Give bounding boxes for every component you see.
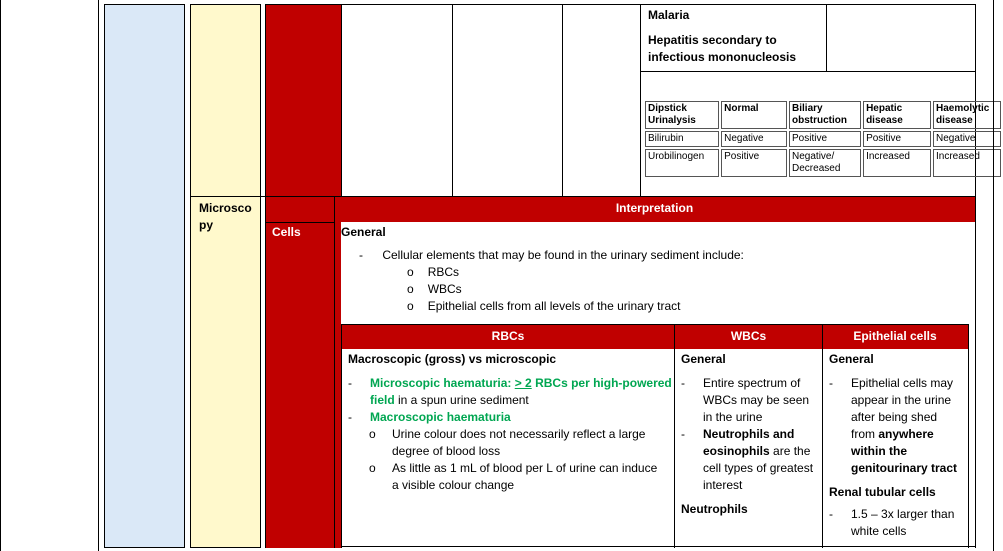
section-label-line1: Microsco [199, 201, 252, 215]
epi-bullet-1 [829, 375, 969, 477]
urinalysis-table [643, 99, 1003, 179]
rbc-title: Macroscopic (gross) vs microscopic [348, 352, 557, 366]
table-cell: Increased [933, 149, 1001, 177]
rbc-micro-field: field [370, 393, 395, 407]
dash-bullet: - [829, 507, 833, 521]
epi-subtitle: Renal tubular cells [829, 485, 936, 499]
rbc-bullet-1 [348, 375, 672, 409]
table-outer-left [265, 4, 266, 548]
interpretation-header-bottom [266, 222, 334, 223]
epi-line: genitourinary tract [851, 461, 958, 475]
disease-hepatitis-line1: Hepatitis secondary to [648, 33, 777, 47]
urinalysis-header: Hepatic disease [863, 101, 931, 129]
disease-malaria: Malaria [648, 8, 690, 22]
circle-bullet: o [369, 461, 376, 475]
wbc-bullet-1 [681, 375, 821, 426]
page-bottom-line [341, 546, 975, 547]
list-item: o Epithelial cells from all levels of the urinary tract [407, 299, 681, 313]
general-intro: Cellular elements that may be found in the urinary sediment include: [382, 248, 744, 262]
epi-line: anywhere [878, 427, 934, 441]
rbc-sub-1 [348, 426, 672, 460]
circle-bullet: o [369, 427, 376, 441]
rbc-bullet-2 [348, 409, 672, 426]
interpretation-header [334, 197, 975, 222]
table-cell: Negative [933, 131, 1001, 147]
table-cell: Positive [863, 131, 931, 147]
rbc-macro-label: Macroscopic haematuria [370, 410, 511, 424]
page-border-left [0, 0, 1, 551]
list-item: o RBCs [407, 265, 460, 279]
page-border-right [993, 0, 994, 551]
cells-label: Cells [272, 225, 301, 239]
table-cell: Negative [721, 131, 787, 147]
epi-line: after being shed [851, 410, 938, 424]
general-title: General [341, 225, 386, 239]
dash-bullet: - [829, 376, 833, 390]
rbc-cell [348, 351, 672, 494]
disease-list-right-line [827, 71, 975, 72]
wbc-line: interest [703, 478, 743, 492]
wbc-bullet-2 [681, 426, 821, 494]
wbc-line: eosinophils [703, 444, 770, 458]
rbc-micro-def: RBCs per high-powered [531, 376, 672, 390]
cells-divider [334, 197, 335, 548]
wbc-title: General [681, 352, 726, 366]
general-block [341, 224, 971, 315]
rbc-sub-2 [348, 460, 672, 494]
table-cell: Increased [863, 149, 931, 177]
table-cell: Negative/ Decreased [789, 149, 861, 177]
dash-bullet: - [348, 376, 352, 390]
wbc-line: are the [769, 444, 811, 458]
interpretation-header-label: Interpretation [615, 201, 694, 215]
dash-bullet: - [348, 410, 352, 424]
rbc-sub-2-a: As little as 1 mL of blood per L of urine can induce [392, 461, 658, 475]
dash-bullet: - [681, 376, 685, 390]
rbc-micro-label: Microscopic haematuria: [370, 376, 515, 390]
epi-line: appear in the urine [851, 393, 952, 407]
disease-hepatitis-line2: infectious mononucleosis [648, 50, 797, 64]
wbc-line: Entire spectrum of [703, 376, 801, 390]
wbc-line: in the urine [703, 410, 763, 424]
header-wbcs: WBCs [730, 329, 767, 343]
urinalysis-header: Biliary obstruction [789, 101, 861, 129]
upper-cell-border [341, 4, 342, 196]
epi-title: General [829, 352, 874, 366]
list-item: o WBCs [407, 282, 462, 296]
upper-cell-border [562, 4, 563, 196]
wbc-line: Neutrophils and [703, 427, 795, 441]
list-item-label: RBCs [427, 265, 460, 279]
table-cell: Positive [789, 131, 861, 147]
table-cell: Urobilinogen [645, 149, 719, 177]
column-divider [98, 0, 99, 551]
urinalysis-header: Normal [721, 101, 787, 129]
urinalysis-table-wrap [643, 99, 990, 179]
inner-col-divider [674, 325, 675, 548]
upper-cell-border [452, 4, 453, 196]
table-top-border [265, 4, 975, 5]
table-outer-right [975, 4, 976, 548]
dash-bullet: - [359, 248, 363, 262]
rbc-sub-1-b: degree of blood loss [392, 444, 501, 458]
wbc-subtitle: Neutrophils [681, 502, 748, 516]
header-rbcs: RBCs [491, 329, 525, 343]
epi-line: Epithelial cells may [851, 376, 954, 390]
yellow-column [190, 4, 261, 548]
table-cell: Bilirubin [645, 131, 719, 147]
epi-cell [829, 351, 969, 540]
general-intro-row [341, 247, 971, 264]
section-label-line2: py [199, 218, 214, 232]
inner-col-divider [822, 325, 823, 548]
header-epithelial: Epithelial cells [853, 329, 937, 343]
red-column [266, 4, 341, 548]
epi-line: within the [851, 444, 907, 458]
blue-column [104, 4, 185, 548]
rbc-sub-2-b: a visible colour change [392, 478, 515, 492]
table-row [645, 149, 1001, 177]
wbc-line: cell types of greatest [703, 461, 814, 475]
wbc-cell [681, 351, 821, 518]
epi-line: 1.5 – 3x larger than [851, 507, 955, 521]
rbc-micro-rest: in a spun urine sediment [394, 393, 529, 407]
list-item-label: WBCs [427, 282, 462, 296]
wbc-line: WBCs may be seen [703, 393, 810, 407]
rbc-sub-1-a: Urine colour does not necessarily reflect a large [392, 427, 646, 441]
epi-line: white cells [851, 524, 907, 538]
table-cell: Positive [721, 149, 787, 177]
epi-line: from [851, 427, 879, 441]
urinalysis-header: Haemolytic disease [933, 101, 1001, 129]
dash-bullet: - [681, 427, 685, 441]
list-item-label: Epithelial cells from all levels of the urinary tract [427, 299, 681, 313]
epi-bullet-2 [829, 506, 969, 540]
table-row [645, 131, 1001, 147]
rbc-threshold: > 2 [514, 376, 532, 390]
urinalysis-header: Dipstick Urinalysis [645, 101, 719, 129]
